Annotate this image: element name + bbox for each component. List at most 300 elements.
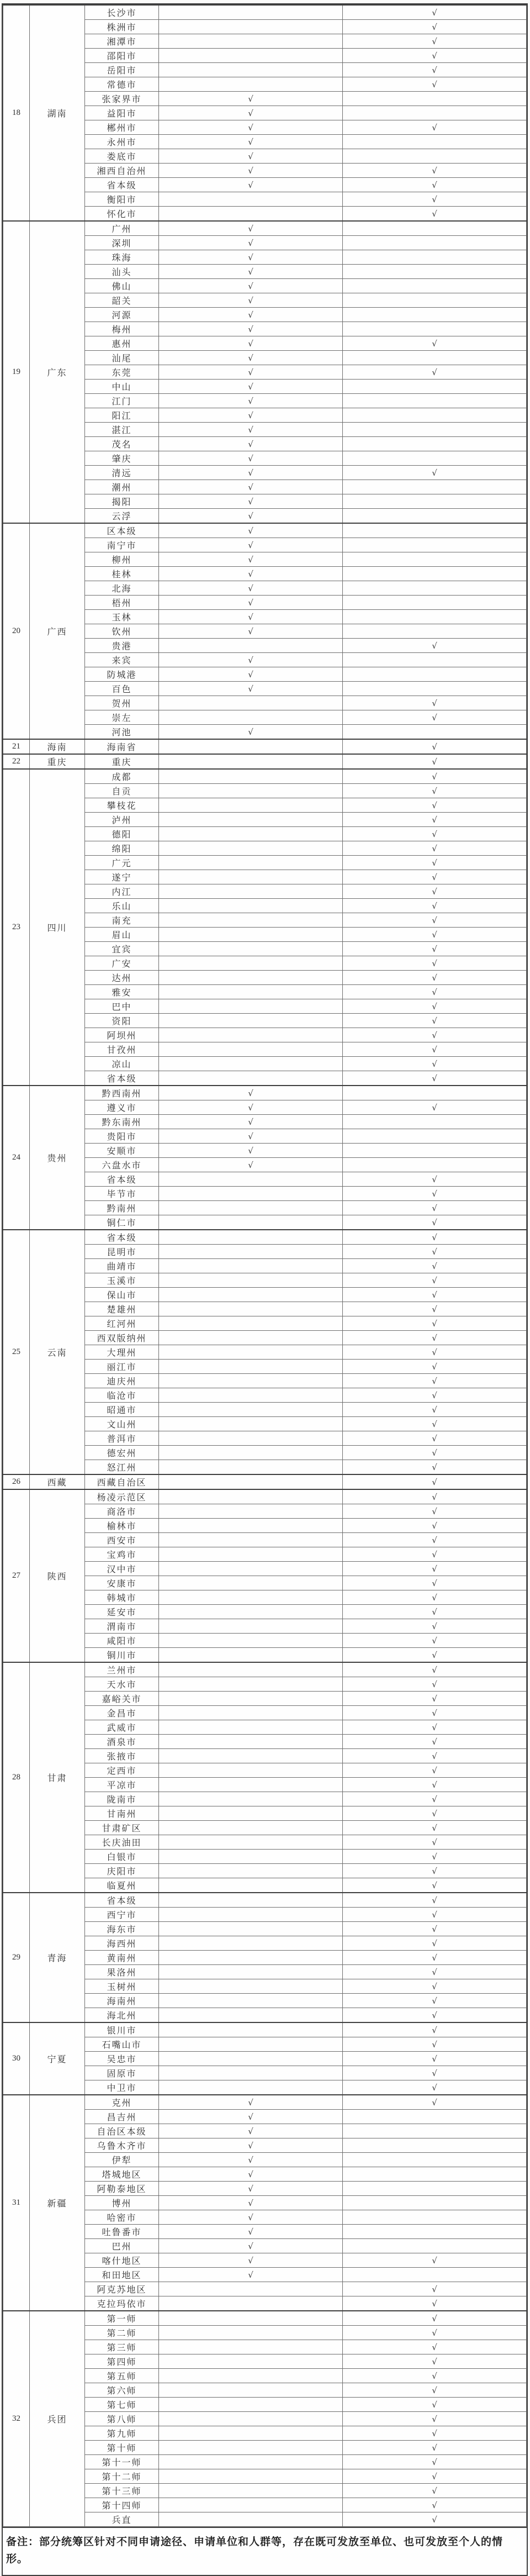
check-mark: √ <box>343 696 527 710</box>
check-cell-empty <box>159 207 343 222</box>
check-mark: √ <box>343 49 527 63</box>
province-name-cell: 甘肃 <box>30 1662 85 1893</box>
check-cell-empty <box>159 1028 343 1042</box>
region-name-cell: 长沙市 <box>85 5 159 20</box>
check-cell-empty <box>159 1720 343 1735</box>
region-name-cell: 来宾 <box>85 653 159 667</box>
check-cell-empty <box>159 1749 343 1763</box>
check-cell-empty <box>159 1071 343 1086</box>
region-name-cell: 中山 <box>85 380 159 394</box>
check-cell-empty <box>159 999 343 1014</box>
region-name-cell: 定西市 <box>85 1763 159 1778</box>
check-mark: √ <box>343 1100 527 1115</box>
province-name-cell: 兵团 <box>30 2311 85 2527</box>
check-cell-empty <box>159 1547 343 1562</box>
check-mark: √ <box>159 2138 343 2153</box>
check-cell-empty <box>159 1634 343 1648</box>
check-cell-empty <box>159 2369 343 2383</box>
region-name-cell: 红河州 <box>85 1316 159 1331</box>
region-name-cell: 阿坝州 <box>85 1028 159 1042</box>
check-cell-empty <box>159 942 343 956</box>
check-cell-empty <box>159 710 343 725</box>
region-name-cell: 重庆 <box>85 754 159 769</box>
check-mark: √ <box>343 1936 527 1951</box>
table-row <box>3 1086 527 1100</box>
check-mark: √ <box>343 1706 527 1720</box>
check-mark: √ <box>159 596 343 610</box>
check-mark: √ <box>343 466 527 480</box>
check-cell-empty <box>343 2110 527 2124</box>
region-name-cell: 咸阳市 <box>85 1634 159 1648</box>
check-cell-empty <box>343 308 527 322</box>
table-row <box>3 2022 527 2037</box>
region-name-cell: 省本级 <box>85 1230 159 1245</box>
check-cell-empty <box>343 135 527 149</box>
check-mark: √ <box>159 2239 343 2253</box>
check-cell-empty <box>159 77 343 92</box>
check-cell-empty <box>159 2066 343 2080</box>
region-name-cell: 庆阳市 <box>85 1864 159 1878</box>
check-cell-empty <box>343 1086 527 1100</box>
check-cell-empty <box>343 2225 527 2239</box>
region-name-cell: 广安 <box>85 956 159 971</box>
check-cell-empty <box>343 408 527 423</box>
check-mark: √ <box>343 971 527 985</box>
check-cell-empty <box>159 971 343 985</box>
check-cell-empty <box>343 523 527 538</box>
check-mark: √ <box>343 2512 527 2527</box>
check-mark: √ <box>159 149 343 164</box>
check-cell-empty <box>159 2326 343 2340</box>
region-name-cell: 遵义市 <box>85 1100 159 1115</box>
check-mark: √ <box>343 985 527 999</box>
check-cell-empty <box>159 1259 343 1273</box>
check-mark: √ <box>343 2340 527 2354</box>
region-name-cell: 海东市 <box>85 1922 159 1936</box>
region-name-cell: 楚雄州 <box>85 1302 159 1316</box>
region-name-cell: 吴忠市 <box>85 2052 159 2066</box>
check-cell-empty <box>159 2311 343 2326</box>
check-cell-empty <box>159 2484 343 2498</box>
check-cell-empty <box>159 956 343 971</box>
region-name-cell: 乐山 <box>85 899 159 913</box>
province-name-cell: 西藏 <box>30 1474 85 1489</box>
province-index-cell: 25 <box>3 1230 30 1474</box>
region-name-cell: 娄底市 <box>85 149 159 164</box>
check-mark: √ <box>343 1360 527 1374</box>
check-cell-empty <box>159 1864 343 1878</box>
check-cell-empty <box>159 1878 343 1893</box>
check-mark: √ <box>343 1778 527 1792</box>
check-cell-empty <box>159 2052 343 2066</box>
region-name-cell: 第十二师 <box>85 2469 159 2484</box>
region-name-cell: 阿勒泰地区 <box>85 2182 159 2196</box>
region-name-cell: 宜宾 <box>85 942 159 956</box>
province-name-cell: 贵州 <box>30 1086 85 1230</box>
check-mark: √ <box>343 1215 527 1230</box>
region-name-cell: 珠海 <box>85 250 159 265</box>
check-mark: √ <box>159 2210 343 2225</box>
province-name-cell: 陕西 <box>30 1489 85 1662</box>
check-mark: √ <box>343 2498 527 2512</box>
check-cell-empty <box>159 1504 343 1519</box>
check-cell-empty <box>159 63 343 77</box>
region-name-cell: 安康市 <box>85 1576 159 1590</box>
province-name-cell: 海南 <box>30 739 85 754</box>
check-mark: √ <box>159 221 343 236</box>
region-name-cell: 第十师 <box>85 2441 159 2455</box>
check-mark: √ <box>343 827 527 841</box>
check-mark: √ <box>159 408 343 423</box>
check-cell-empty <box>343 2182 527 2196</box>
region-name-cell: 西藏自治区 <box>85 1474 159 1489</box>
region-name-cell: 海西州 <box>85 1936 159 1951</box>
region-name-cell: 嘉峪关市 <box>85 1692 159 1706</box>
region-name-cell: 汕头 <box>85 265 159 279</box>
check-cell-empty <box>343 322 527 336</box>
region-name-cell: 张家界市 <box>85 92 159 106</box>
check-cell-empty <box>159 1316 343 1331</box>
check-mark: √ <box>159 552 343 567</box>
region-name-cell: 普洱市 <box>85 1431 159 1446</box>
check-mark: √ <box>159 2182 343 2196</box>
check-mark: √ <box>343 1590 527 1605</box>
check-mark: √ <box>343 1288 527 1302</box>
check-mark: √ <box>343 1735 527 1749</box>
check-mark: √ <box>343 1374 527 1388</box>
check-mark: √ <box>343 1979 527 1994</box>
check-mark: √ <box>159 293 343 308</box>
region-name-cell: 博州 <box>85 2196 159 2210</box>
check-mark: √ <box>343 2426 527 2441</box>
province-index-cell: 32 <box>3 2311 30 2527</box>
check-mark: √ <box>159 1115 343 1129</box>
check-mark: √ <box>343 1662 527 1677</box>
check-cell-empty <box>343 106 527 120</box>
region-name-cell: 黔东南州 <box>85 1115 159 1129</box>
check-mark: √ <box>343 1331 527 1345</box>
check-cell-empty <box>159 1648 343 1663</box>
region-name-cell: 黄南州 <box>85 1951 159 1965</box>
region-name-cell: 眉山 <box>85 928 159 942</box>
check-mark: √ <box>343 1763 527 1778</box>
check-cell-empty <box>159 1763 343 1778</box>
check-mark: √ <box>159 135 343 149</box>
check-cell-empty <box>159 1331 343 1345</box>
check-cell-empty <box>159 739 343 754</box>
check-mark: √ <box>343 1417 527 1431</box>
check-cell-empty <box>159 1187 343 1201</box>
check-mark: √ <box>343 1014 527 1028</box>
province-index-cell: 22 <box>3 754 30 769</box>
check-cell-empty <box>159 1706 343 1720</box>
check-mark: √ <box>343 813 527 827</box>
region-name-cell: 深圳 <box>85 236 159 250</box>
check-cell-empty <box>343 1144 527 1158</box>
check-mark: √ <box>343 913 527 928</box>
region-name-cell: 百色 <box>85 682 159 696</box>
province-name-cell: 湖南 <box>30 5 85 221</box>
check-mark: √ <box>343 1878 527 1893</box>
check-mark: √ <box>343 5 527 20</box>
check-mark: √ <box>343 1792 527 1806</box>
region-name-cell: 第一师 <box>85 2311 159 2326</box>
region-name-cell: 资阳 <box>85 1014 159 1028</box>
check-cell-empty <box>159 1014 343 1028</box>
check-cell-empty <box>159 2296 343 2311</box>
region-name-cell: 贵阳市 <box>85 1129 159 1144</box>
check-mark: √ <box>343 999 527 1014</box>
region-name-cell: 桂林 <box>85 567 159 581</box>
check-cell-empty <box>343 581 527 596</box>
check-mark: √ <box>343 2441 527 2455</box>
region-name-cell: 第八师 <box>85 2412 159 2426</box>
check-mark: √ <box>159 322 343 336</box>
check-cell-empty <box>159 1922 343 1936</box>
check-mark: √ <box>159 1129 343 1144</box>
check-mark: √ <box>343 1245 527 1259</box>
check-mark: √ <box>343 77 527 92</box>
check-cell-empty <box>159 1446 343 1460</box>
province-name-cell: 青海 <box>30 1893 85 2022</box>
check-cell-empty <box>343 567 527 581</box>
region-name-cell: 巴中 <box>85 999 159 1014</box>
check-mark: √ <box>343 1259 527 1273</box>
check-mark: √ <box>159 394 343 408</box>
check-mark: √ <box>159 380 343 394</box>
check-cell-empty <box>159 2455 343 2469</box>
check-cell-empty <box>159 1692 343 1706</box>
region-name-cell: 潮州 <box>85 480 159 494</box>
check-mark: √ <box>343 1677 527 1692</box>
table-row <box>3 754 527 769</box>
check-mark: √ <box>159 236 343 250</box>
region-name-cell: 昭通市 <box>85 1403 159 1417</box>
check-mark: √ <box>343 2008 527 2023</box>
check-cell-empty <box>159 856 343 870</box>
province-name-cell: 新疆 <box>30 2095 85 2311</box>
region-name-cell: 毕节市 <box>85 1187 159 1201</box>
region-name-cell: 酒泉市 <box>85 1735 159 1749</box>
region-name-cell: 南充 <box>85 913 159 928</box>
check-mark: √ <box>159 523 343 538</box>
region-name-cell: 崇左 <box>85 710 159 725</box>
check-cell-empty <box>343 236 527 250</box>
check-cell-empty <box>159 639 343 653</box>
check-mark: √ <box>159 308 343 322</box>
check-cell-empty <box>159 2498 343 2512</box>
province-index-cell: 24 <box>3 1086 30 1230</box>
check-cell-empty <box>343 480 527 494</box>
region-name-cell: 塔城地区 <box>85 2167 159 2182</box>
region-name-cell: 阿克苏地区 <box>85 2282 159 2296</box>
check-cell-empty <box>159 2412 343 2426</box>
check-mark: √ <box>343 1230 527 1245</box>
check-cell-empty <box>159 1576 343 1590</box>
check-mark: √ <box>159 2268 343 2282</box>
region-name-cell: 保山市 <box>85 1288 159 1302</box>
check-cell-empty <box>343 509 527 524</box>
check-mark: √ <box>343 2066 527 2080</box>
check-cell-empty <box>343 624 527 639</box>
region-name-cell: 攀枝花 <box>85 798 159 813</box>
check-mark: √ <box>343 1562 527 1576</box>
table-row <box>3 1489 527 1504</box>
check-mark: √ <box>343 798 527 813</box>
check-mark: √ <box>343 34 527 49</box>
check-mark: √ <box>343 2022 527 2037</box>
region-name-cell: 海南省 <box>85 739 159 754</box>
check-cell-empty <box>343 610 527 624</box>
province-index-cell: 20 <box>3 523 30 739</box>
region-name-cell: 贺州 <box>85 696 159 710</box>
region-name-cell: 韶关 <box>85 293 159 308</box>
check-cell-empty <box>159 1431 343 1446</box>
check-mark: √ <box>343 1605 527 1619</box>
province-index-cell: 23 <box>3 769 30 1086</box>
region-name-cell: 揭阳 <box>85 494 159 509</box>
region-name-cell: 防城港 <box>85 667 159 682</box>
region-name-cell: 韩城市 <box>85 1590 159 1605</box>
check-mark: √ <box>343 1460 527 1475</box>
check-cell-empty <box>159 2441 343 2455</box>
check-cell-empty <box>159 1245 343 1259</box>
check-cell-empty <box>343 394 527 408</box>
check-cell-empty <box>343 451 527 466</box>
region-name-cell: 铜川市 <box>85 1648 159 1663</box>
check-mark: √ <box>159 2167 343 2182</box>
check-cell-empty <box>343 2138 527 2153</box>
check-mark: √ <box>159 437 343 451</box>
check-mark: √ <box>343 1201 527 1215</box>
province-index-cell: 29 <box>3 1893 30 2022</box>
check-mark: √ <box>343 1474 527 1489</box>
check-mark: √ <box>159 567 343 581</box>
check-cell-empty <box>343 494 527 509</box>
check-cell-empty <box>159 913 343 928</box>
check-mark: √ <box>343 1028 527 1042</box>
region-name-cell: 黔南州 <box>85 1201 159 1215</box>
check-cell-empty <box>343 221 527 236</box>
region-name-cell: 南宁市 <box>85 538 159 552</box>
regions-table <box>3 4 527 2527</box>
check-mark: √ <box>159 2196 343 2210</box>
region-name-cell: 肇庆 <box>85 451 159 466</box>
check-cell-empty <box>159 1893 343 1908</box>
check-mark: √ <box>343 1619 527 1634</box>
check-cell-empty <box>343 351 527 365</box>
check-cell-empty <box>159 696 343 710</box>
check-mark: √ <box>159 336 343 351</box>
region-name-cell: 梧州 <box>85 596 159 610</box>
check-cell-empty <box>159 1735 343 1749</box>
check-mark: √ <box>343 365 527 380</box>
check-mark: √ <box>343 2052 527 2066</box>
region-name-cell: 丽江市 <box>85 1360 159 1374</box>
region-name-cell: 安顺市 <box>85 1144 159 1158</box>
region-name-cell: 玉林 <box>85 610 159 624</box>
region-name-cell: 怀化市 <box>85 207 159 222</box>
check-mark: √ <box>343 1302 527 1316</box>
region-name-cell: 曲靖市 <box>85 1259 159 1273</box>
check-cell-empty <box>159 1460 343 1475</box>
check-cell-empty <box>159 2383 343 2398</box>
check-mark: √ <box>343 2455 527 2469</box>
check-mark: √ <box>159 265 343 279</box>
check-mark: √ <box>343 1172 527 1187</box>
region-name-cell: 岳阳市 <box>85 63 159 77</box>
region-name-cell: 西双版纳州 <box>85 1331 159 1345</box>
check-mark: √ <box>159 610 343 624</box>
check-mark: √ <box>159 480 343 494</box>
check-mark: √ <box>343 1951 527 1965</box>
region-name-cell: 郴州市 <box>85 120 159 135</box>
region-name-cell: 玉树州 <box>85 1979 159 1994</box>
check-cell-empty <box>343 2268 527 2282</box>
region-name-cell: 省本级 <box>85 178 159 192</box>
check-cell-empty <box>159 1792 343 1806</box>
check-cell-empty <box>343 437 527 451</box>
check-mark: √ <box>343 20 527 34</box>
check-mark: √ <box>343 164 527 178</box>
region-name-cell: 第六师 <box>85 2383 159 2398</box>
check-mark: √ <box>343 207 527 222</box>
check-mark: √ <box>343 1634 527 1648</box>
table-row <box>3 221 527 236</box>
check-mark: √ <box>343 2282 527 2296</box>
region-name-cell: 迪庆州 <box>85 1374 159 1388</box>
check-mark: √ <box>343 1533 527 1547</box>
check-mark: √ <box>343 1345 527 1360</box>
check-cell-empty <box>159 34 343 49</box>
region-name-cell: 文山州 <box>85 1417 159 1431</box>
check-mark: √ <box>343 2383 527 2398</box>
region-name-cell: 衡阳市 <box>85 192 159 207</box>
check-cell-empty <box>159 49 343 63</box>
province-index-cell: 28 <box>3 1662 30 1893</box>
check-mark: √ <box>343 1547 527 1562</box>
check-cell-empty <box>159 1965 343 1979</box>
region-name-cell: 甘肃矿区 <box>85 1821 159 1835</box>
region-name-cell: 梅州 <box>85 322 159 336</box>
check-mark: √ <box>343 1850 527 1864</box>
region-name-cell: 榆林市 <box>85 1519 159 1533</box>
check-cell-empty <box>343 2239 527 2253</box>
region-name-cell: 铜仁市 <box>85 1215 159 1230</box>
region-name-cell: 兰州市 <box>85 1662 159 1677</box>
region-name-cell: 第十一师 <box>85 2455 159 2469</box>
region-name-cell: 克拉玛依市 <box>85 2296 159 2311</box>
check-cell-empty <box>159 2512 343 2527</box>
check-cell-empty <box>159 899 343 913</box>
check-cell-empty <box>343 2210 527 2225</box>
region-name-cell: 清远 <box>85 466 159 480</box>
check-mark: √ <box>159 667 343 682</box>
check-mark: √ <box>159 725 343 740</box>
check-cell-empty <box>159 1677 343 1692</box>
check-cell-empty <box>159 827 343 841</box>
check-mark: √ <box>343 2326 527 2340</box>
region-name-cell: 哈密市 <box>85 2210 159 2225</box>
check-cell-empty <box>343 653 527 667</box>
check-mark: √ <box>343 1720 527 1735</box>
province-index-cell: 26 <box>3 1474 30 1489</box>
check-cell-empty <box>159 1172 343 1187</box>
region-name-cell: 巴州 <box>85 2239 159 2253</box>
check-cell-empty <box>159 1474 343 1489</box>
check-cell-empty <box>159 1590 343 1605</box>
province-name-cell: 广东 <box>30 221 85 523</box>
